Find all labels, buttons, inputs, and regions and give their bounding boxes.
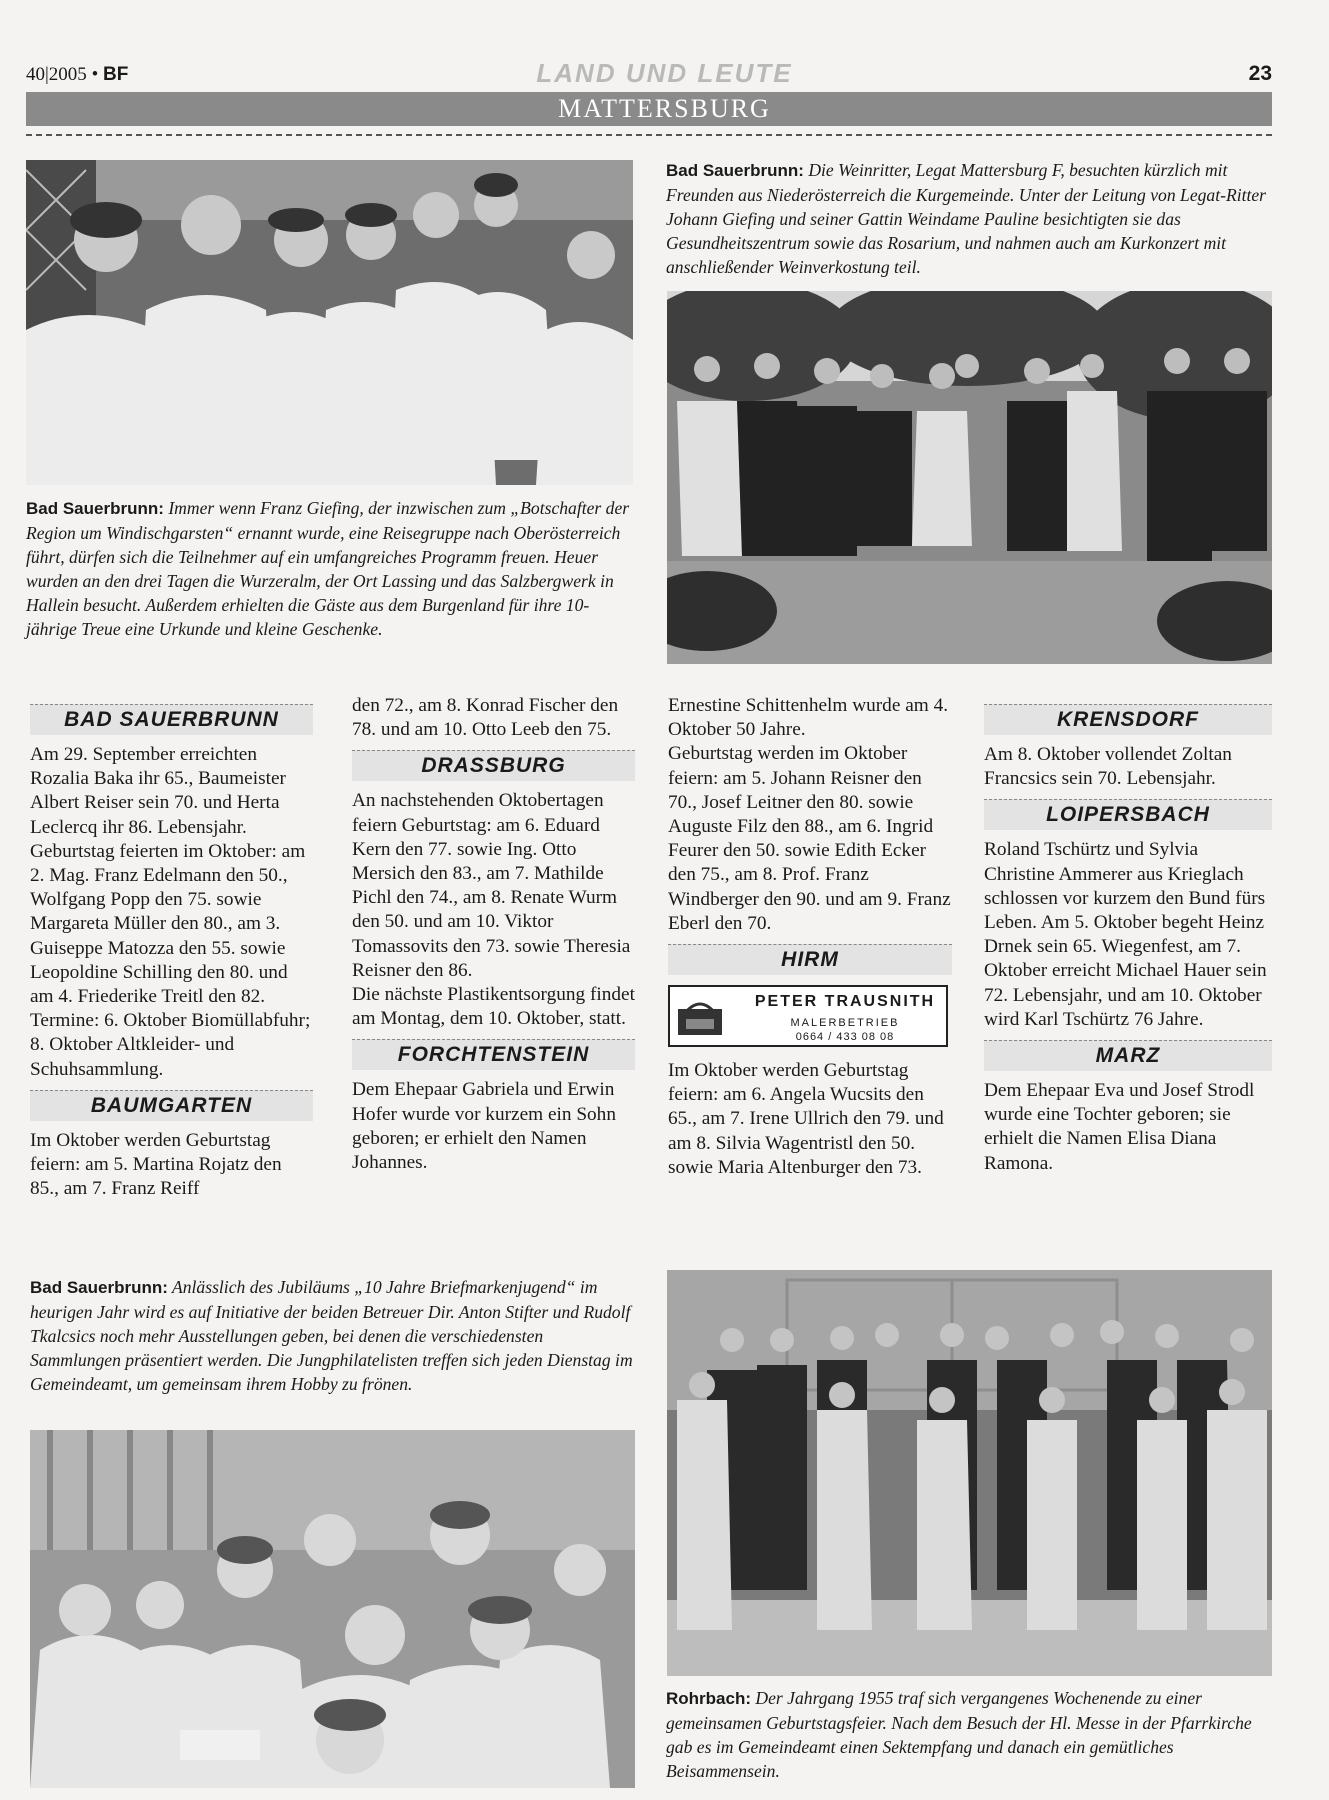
paragraph: Dem Ehepaar Eva und Josef Strodl wurde eine Tochter geboren; sie erhielt die Namen Elisa Diana Ramona. (984, 1080, 1255, 1174)
paragraph: Im Oktober werden Geburtstag feiern: am 5. Martina Rojatz den 85., am 7. Franz Reiff (30, 1129, 282, 1200)
section-heading-baumgarten: BAUMGARTEN (30, 1090, 313, 1121)
paragraph: Geburtstag feierten im Oktober: am 2. Mag. Franz Edelmann den 50., Wolfgang Popp den 75. sowie Margareta Müller den 80., am 3. Guiseppe Matozza den 55. sowie Leopoldine Schilling den 80. und am 4. Friederike Treitl den 82. (30, 840, 306, 1008)
section-heading-bad-sauerbrunn: BAD SAUERBRUNN (30, 704, 313, 735)
caption-place: Bad Sauerbrunn: (30, 1278, 168, 1297)
paragraph: Im Oktober werden Geburtstag feiern: am 6. Angela Wucsits den 65., am 7. Irene Ullrich den 79. und am 8. Silvia Wagentristl den 50. sowie Maria Altenburger den 73. (668, 1060, 944, 1178)
paragraph: Termine: 6. Oktober Biomüllabfuhr; 8. Oktober Altkleider- und Schuhsammlung. (30, 1010, 311, 1080)
caption-text: Immer wenn Franz Giefing, der inzwischen zum „Botschafter der Region um Windischgarsten“ ernannt wurde, eine Reisegruppe nach Oberösterreich führt, dürfen sich die Teilnehmer auf ein umfangreiches Programm freuen. Heuer wurden an den drei Tagen die Wurzeralm, der Ort Lassing und das Salzbergwerk in Hallein besucht. Außerdem erhielten die Gäste aus dem Burgenland für ihre 10-jährige Treue eine Urkunde und kleine Geschenke. (26, 498, 630, 639)
paragraph: Geburtstag werden im Oktober feiern: am 5. Johann Reisner den 70., Josef Leitner den 80. sowie Auguste Filz den 88., am 6. Ingrid Feurer den 50. sowie Edith Ecker den 75., am 8. Prof. Franz Windberger den 90. und am 9. Franz Eberl den 70. (668, 743, 951, 934)
column-2 (352, 694, 635, 1175)
caption-wine-knights (666, 158, 1272, 279)
header-separator: • (91, 64, 99, 85)
ad-phone: 0664 / 433 08 08 (795, 1031, 895, 1044)
caption-philatelists (30, 1275, 635, 1396)
paragraph: Roland Tschürtz und Sylvia Christine Ammerer aus Krieglach schlossen vor kurzem den Bund fürs Leben. Am 5. Oktober begeht Heinz Drnek sein 65. Wiegenfest, am 7. Oktober erreicht Michael Hauer sein 72. Lebensjahr, und am 10. Oktober wird Karl Tschürtz 76 Jahre. (984, 839, 1267, 1030)
photo-travel-group (26, 160, 633, 485)
photo-wine-knights (667, 291, 1272, 664)
caption-text: Der Jahrgang 1955 traf sich vergangenes Wochenende zu einer gemeinsamen Geburtstagsfeier. Nach dem Besuch der Hl. Messe in der Pfarrkirche gab es im Gemeindeamt einen Sektempfang und danach ein gemütliches Beisammensein. (666, 1688, 1252, 1781)
issue-number: 40|2005 (26, 64, 87, 85)
caption-text: Die Weinritter, Legat Mattersburg F, besuchten kürzlich mit Freunden aus Niederösterreich die Kurgemeinde. Unter der Leitung von Legat-Ritter Johann Giefing und seiner Gattin Weindame Pauline besichtigten sie das Gesundheitszentrum sowie das Rosarium, und nahmen auch am Kurkonzert mit anschließender Weinverkostung teil. (666, 160, 1267, 277)
paragraph: Die nächste Plastikentsorgung findet am Montag, dem 10. Oktober, statt. (352, 984, 635, 1030)
section-heading-drassburg: DRASSBURG (352, 750, 635, 781)
page-number: 23 (1248, 62, 1272, 85)
section-heading-hirm: HIRM (668, 944, 952, 975)
brand-name: BF (102, 64, 129, 85)
paragraph: Am 29. September erreichten Rozalia Baka ihr 65., Baumeister Albert Reiser sein 70. und Herta Leclercq ihr 86. Lebensjahr. (30, 744, 286, 838)
caption-place: Bad Sauerbrunn: (26, 499, 164, 518)
caption-text: Anlässlich des Jubiläums „10 Jahre Briefmarkenjugend“ im heurigen Jahr wird es auf Initiative der beiden Betreuer Dir. Anton Stifter und Rudolf Tkalcsics noch mehr Ausstellungen geben, bei denen die verschiedensten Sammlungen präsentiert werden. Die Jungphilatelisten treffen sich jeden Dienstag im Gemeindeamt, um gemeinsam ihrem Hobby zu frönen. (30, 1277, 633, 1394)
caption-place: Bad Sauerbrunn: (666, 161, 804, 180)
caption-rohrbach (666, 1686, 1272, 1783)
paragraph: den 72., am 8. Konrad Fischer den 78. und am 10. Otto Leeb den 75. (352, 695, 619, 741)
ad-business-type: MALERBETRIEB (790, 1017, 900, 1030)
caption-place: Rohrbach: (666, 1689, 751, 1708)
paragraph: Am 8. Oktober vollendet Zoltan Francsics sein 70. Lebensjahr. (984, 744, 1232, 790)
caption-travel-group (26, 496, 633, 641)
column-3 (668, 694, 952, 1180)
photo-rohrbach-group (667, 1270, 1272, 1676)
paragraph: Dem Ehepaar Gabriela und Erwin Hofer wurde vor kurzem ein Sohn geboren; er erhielt den Namen Johannes. (352, 1079, 616, 1174)
ad-company-name: PETER TRAUSNITH (754, 993, 936, 1011)
region-title: MATTERSBURG (558, 94, 771, 123)
column-4 (984, 704, 1272, 1176)
section-title: LAND UND LEUTE (536, 58, 793, 88)
paragraph: An nachstehenden Oktobertagen feiern Geburtstag: am 6. Eduard Kern den 77. sowie Ing. Otto Mersich den 83., am 7. Mathilde Pichl den 74., am 8. Renate Wurm den 50. und am 10. Viktor Tomassovits den 73. sowie Theresia Reisner den 86. (352, 790, 631, 981)
photo-young-philatelists (30, 1430, 635, 1788)
header-rule (26, 134, 1272, 136)
section-heading-marz: MARZ (984, 1040, 1272, 1071)
column-1 (30, 704, 313, 1201)
advertisement-painter (668, 985, 948, 1047)
section-heading-krensdorf: KRENSDORF (984, 704, 1272, 735)
painter-logo-icon (678, 995, 722, 1035)
paragraph: Ernestine Schittenhelm wurde am 4. Oktober 50 Jahre. (668, 695, 949, 741)
section-heading-forchtenstein: FORCHTENSTEIN (352, 1039, 635, 1070)
section-heading-loipersbach: LOIPERSBACH (984, 799, 1272, 830)
